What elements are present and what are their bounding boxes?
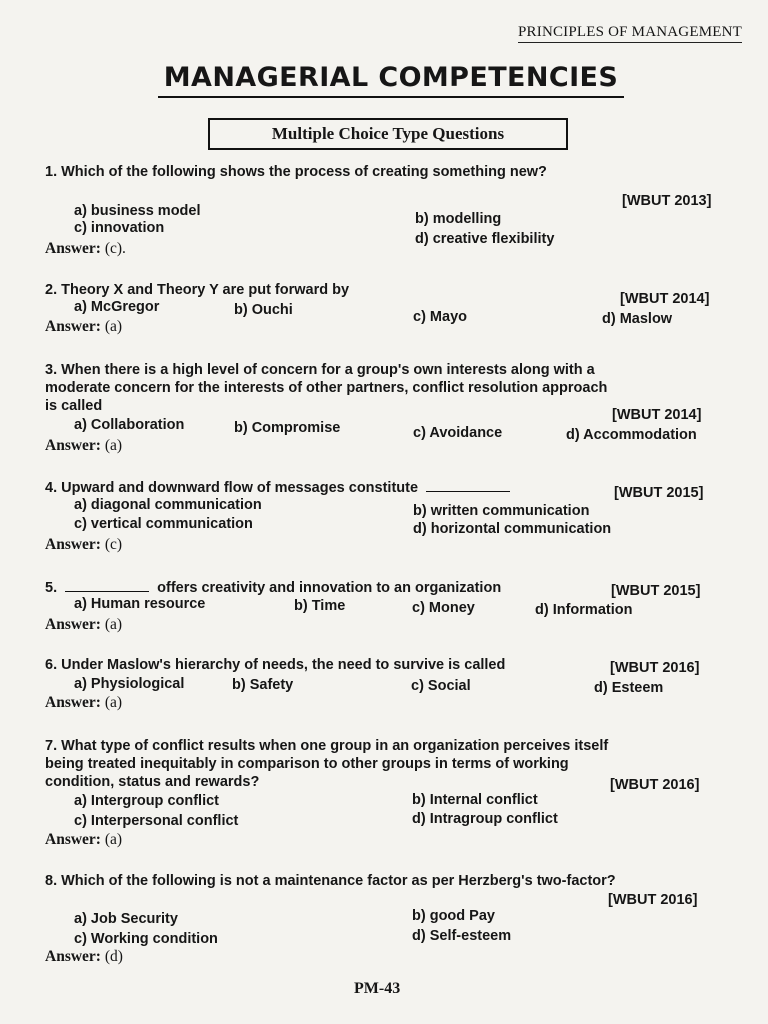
answer-label: Answer: — [45, 240, 101, 257]
question-text-line: being treated inequitably in comparison to other groups in terms of working — [45, 756, 569, 772]
option-d: d) Maslow — [602, 311, 673, 327]
option-a: a) Human resource — [74, 596, 206, 612]
option-a: a) Job Security — [74, 911, 178, 927]
answer-value: (a) — [104, 831, 123, 848]
question-text-line: moderate concern for the interests of other partners, conflict resolution approach — [45, 380, 608, 396]
option-d: d) creative flexibility — [415, 231, 555, 247]
exam-source: [WBUT 2015] — [614, 485, 704, 501]
option-a: a) Collaboration — [74, 417, 185, 433]
option-b: b) Safety — [232, 677, 294, 693]
option-c: c) Social — [411, 678, 471, 694]
answer-value: (a) — [104, 437, 123, 454]
answer-value: (c) — [104, 536, 123, 553]
exam-source: [WBUT 2016] — [608, 892, 698, 908]
question-stem — [45, 479, 514, 497]
question-text-line: When there is a high level of concern for a group's own interests along with a — [61, 362, 595, 378]
answer-label: Answer: — [45, 616, 101, 633]
answer-value: (a) — [104, 694, 123, 711]
exam-source: [WBUT 2016] — [610, 777, 700, 793]
answer — [45, 536, 122, 554]
question-text: Upward and downward flow of messages constitute — [61, 480, 419, 496]
question-text: Which of the following shows the process of creating something new? — [61, 164, 547, 180]
option-b: b) Ouchi — [234, 302, 293, 318]
option-c: c) innovation — [74, 220, 165, 236]
question-text: Which of the following is not a maintenance factor as per Herzberg's two-factor? — [61, 873, 616, 889]
option-c: c) Mayo — [413, 309, 467, 325]
option-c: c) vertical communication — [74, 516, 253, 532]
answer — [45, 948, 123, 966]
question-text: offers creativity and innovation to an organization — [157, 580, 502, 596]
question-text-line: is called — [45, 398, 103, 414]
question-number: 4. — [45, 480, 58, 496]
running-head: PRINCIPLES OF MANAGEMENT — [518, 24, 742, 43]
question-stem — [45, 281, 349, 299]
fill-in-blank — [65, 590, 149, 592]
question-number: 5. — [45, 580, 58, 596]
option-c: c) Working condition — [74, 931, 218, 947]
option-c: c) Money — [412, 600, 475, 616]
answer-value: (c). — [104, 240, 126, 257]
option-b: b) good Pay — [412, 908, 495, 924]
option-b: b) Internal conflict — [412, 792, 538, 808]
answer-label: Answer: — [45, 694, 101, 711]
option-a: a) Physiological — [74, 676, 185, 692]
answer-label: Answer: — [45, 536, 101, 553]
answer-value: (a) — [104, 616, 123, 633]
answer — [45, 437, 122, 455]
question-number: 8. — [45, 873, 58, 889]
option-a: a) diagonal communication — [74, 497, 262, 513]
question-text-line: What type of conflict results when one group in an organization perceives itself — [61, 738, 609, 754]
exam-source: [WBUT 2014] — [620, 291, 710, 307]
answer — [45, 318, 122, 336]
answer — [45, 240, 126, 258]
option-d: d) Esteem — [594, 680, 664, 696]
answer-label: Answer: — [45, 318, 101, 335]
exam-source: [WBUT 2013] — [622, 193, 712, 209]
question-text: Under Maslow's hierarchy of needs, the need to survive is called — [61, 657, 506, 673]
option-d: d) Accommodation — [566, 427, 697, 443]
option-a: a) business model — [74, 203, 201, 219]
answer — [45, 831, 122, 849]
exam-source: [WBUT 2014] — [612, 407, 702, 423]
chapter-title: MANAGERIAL COMPETENCIES — [158, 62, 624, 98]
option-b: b) Time — [294, 598, 346, 614]
section-title: Multiple Choice Type Questions — [208, 118, 568, 150]
option-d: d) horizontal communication — [413, 521, 612, 537]
question-text: Theory X and Theory Y are put forward by — [61, 282, 350, 298]
option-b: b) modelling — [415, 211, 502, 227]
exam-source: [WBUT 2016] — [610, 660, 700, 676]
option-a: a) McGregor — [74, 299, 160, 315]
exam-source: [WBUT 2015] — [611, 583, 701, 599]
answer — [45, 616, 122, 634]
question-stem — [45, 163, 547, 181]
answer — [45, 694, 122, 712]
question-stem — [45, 579, 501, 597]
question-number: 3. — [45, 362, 58, 378]
question-number: 7. — [45, 738, 58, 754]
option-d: d) Information — [535, 602, 633, 618]
option-d: d) Self-esteem — [412, 928, 512, 944]
answer-value: (a) — [104, 318, 123, 335]
option-d: d) Intragroup conflict — [412, 811, 558, 827]
answer-label: Answer: — [45, 831, 101, 848]
question-number: 2. — [45, 282, 58, 298]
page-number: PM-43 — [354, 980, 401, 997]
answer-label: Answer: — [45, 948, 101, 965]
answer-value: (d) — [104, 948, 123, 965]
fill-in-blank — [426, 490, 510, 492]
question-stem — [45, 872, 616, 890]
question-stem — [45, 656, 505, 674]
question-number: 6. — [45, 657, 58, 673]
question-number: 1. — [45, 164, 58, 180]
question-stem — [45, 361, 607, 415]
option-b: b) Compromise — [234, 420, 341, 436]
option-c: c) Interpersonal conflict — [74, 813, 239, 829]
option-a: a) Intergroup conflict — [74, 793, 219, 809]
option-b: b) written communication — [413, 503, 590, 519]
question-stem — [45, 737, 608, 791]
option-c: c) Avoidance — [413, 425, 503, 441]
question-text-line: condition, status and rewards? — [45, 774, 260, 790]
answer-label: Answer: — [45, 437, 101, 454]
